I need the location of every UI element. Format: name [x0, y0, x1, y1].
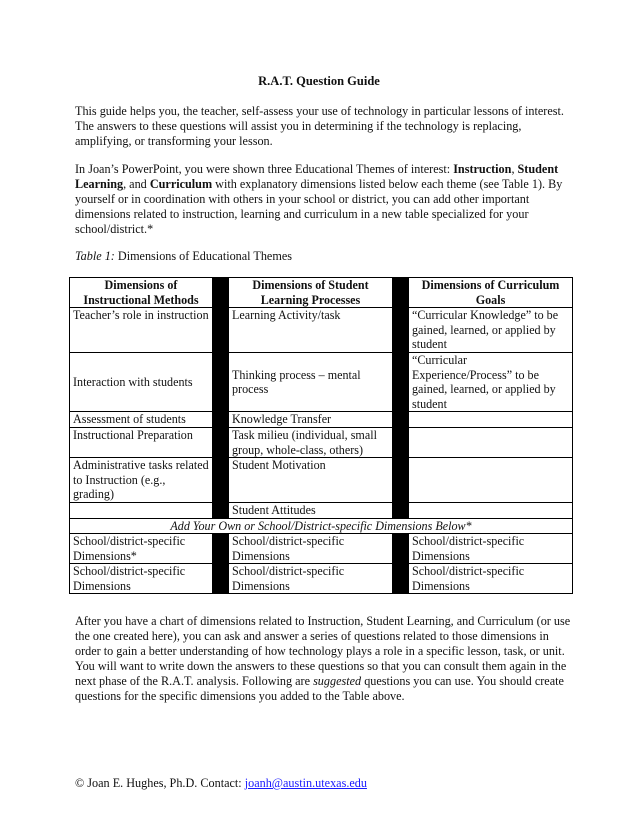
table-header-row [70, 278, 573, 308]
column-divider [393, 564, 409, 594]
column-divider [393, 308, 409, 353]
column-divider [393, 278, 409, 308]
table-cell: Task milieu (individual, small group, whole-class, others) [229, 427, 393, 457]
intro-paragraph: This guide helps you, the teacher, self-assess your use of technology in particular lessons of interest. The answers to these questions will assist you in determining if the technology is replacing, amplifying, or transforming your lesson. [75, 104, 564, 148]
theme-instruction: Instruction [453, 162, 512, 176]
table-cell: “Curricular Experience/Process” to be gained, learned, or applied by student [409, 352, 573, 411]
table-cell: School/district-specific Dimensions* [70, 534, 213, 564]
themes-sep: , [511, 162, 518, 176]
table-cell: Teacher’s role in instruction [70, 308, 213, 353]
page-title: R.A.T. Question Guide [258, 74, 380, 88]
table-cell [70, 502, 213, 518]
dimensions-table [69, 277, 573, 594]
footer-copyright: © Joan E. Hughes, Ph.D. Contact: [75, 776, 245, 790]
custom-dimensions-banner-row [70, 518, 573, 534]
closing-emphasis: suggested [313, 674, 362, 688]
table-row [70, 352, 573, 411]
closing-lead: After you have a chart of dimensions related to Instruction, Student Learning, and Curriculum (or use the one created here), you can ask and answer a series of questions related to those dimensions in order to gain a better understanding of how technology plays a role in a specific lesson, task, or unit. You will want to write down the answers to these questions so that you can consult them again in the next phase of the R.A.T. analysis. Following are [75, 614, 571, 688]
footer [75, 776, 367, 791]
table-row [70, 458, 573, 503]
column-divider [213, 564, 229, 594]
table-row [70, 534, 573, 564]
table-cell: Instructional Preparation [70, 427, 213, 457]
custom-dimensions-banner: Add Your Own or School/District-specific Dimensions Below* [70, 518, 573, 534]
column-divider [213, 502, 229, 518]
table-row [70, 564, 573, 594]
theme-curriculum: Curriculum [149, 177, 213, 191]
table-caption [75, 249, 575, 264]
column-divider [213, 427, 229, 457]
table-row [70, 412, 573, 428]
themes-sep: , and [123, 177, 150, 191]
table-cell: Interaction with students [70, 352, 213, 411]
table-cell: Administrative tasks related to Instruction (e.g., grading) [70, 458, 213, 503]
closing-tail: questions you can use. You should create questions for the specific dimensions you added to the Table above. [75, 674, 564, 703]
themes-lead: In Joan’s PowerPoint, you were shown three Educational Themes of interest: [75, 162, 454, 176]
column-divider [213, 412, 229, 428]
table-cell: Learning Activity/task [229, 308, 393, 353]
table-cell: School/district-specific Dimensions [229, 564, 393, 594]
column-divider [213, 352, 229, 411]
theme-student-learning: Student Learning [75, 162, 559, 191]
table-cell [409, 412, 573, 428]
table-cell: “Curricular Knowledge” to be gained, learned, or applied by student [409, 308, 573, 353]
themes-paragraph [75, 162, 575, 237]
table-cell: Thinking process – mental process [229, 352, 393, 411]
table-cell: School/district-specific Dimensions [70, 564, 213, 594]
column-divider [213, 308, 229, 353]
column-divider [393, 412, 409, 428]
caption-text: Dimensions of Educational Themes [114, 249, 292, 263]
column-divider [213, 534, 229, 564]
table-row [70, 427, 573, 457]
column-divider [393, 534, 409, 564]
table-row [70, 308, 573, 353]
contact-email-link[interactable]: joanh@austin.utexas.edu [244, 776, 367, 790]
caption-label: Table 1: [75, 249, 115, 263]
table-cell: School/district-specific Dimensions [409, 534, 573, 564]
column-divider [393, 352, 409, 411]
column-divider [393, 458, 409, 503]
table-row [70, 502, 573, 518]
table-cell: School/district-specific Dimensions [409, 564, 573, 594]
table-cell: Student Attitudes [229, 502, 393, 518]
themes-tail: with explanatory dimensions listed below each theme (see Table 1). By yourself or in coordination with others in your school or district, you can add other important dimensions related to instruction, learning and curriculum in a new table specialized for your school/district.* [75, 177, 563, 236]
closing-paragraph [75, 614, 575, 704]
column-divider [213, 278, 229, 308]
table-cell: Knowledge Transfer [229, 412, 393, 428]
table-cell: Assessment of students [70, 412, 213, 428]
header-student-learning: Dimensions of Student Learning Processes [229, 278, 393, 308]
column-divider [213, 458, 229, 503]
table-cell [409, 427, 573, 457]
column-divider [393, 502, 409, 518]
header-instructional: Dimensions of Instructional Methods [70, 278, 213, 308]
table-cell [409, 458, 573, 503]
column-divider [393, 427, 409, 457]
table-cell [409, 502, 573, 518]
header-curriculum: Dimensions of Curriculum Goals [409, 278, 573, 308]
table-cell: Student Motivation [229, 458, 393, 503]
table-cell: School/district-specific Dimensions [229, 534, 393, 564]
